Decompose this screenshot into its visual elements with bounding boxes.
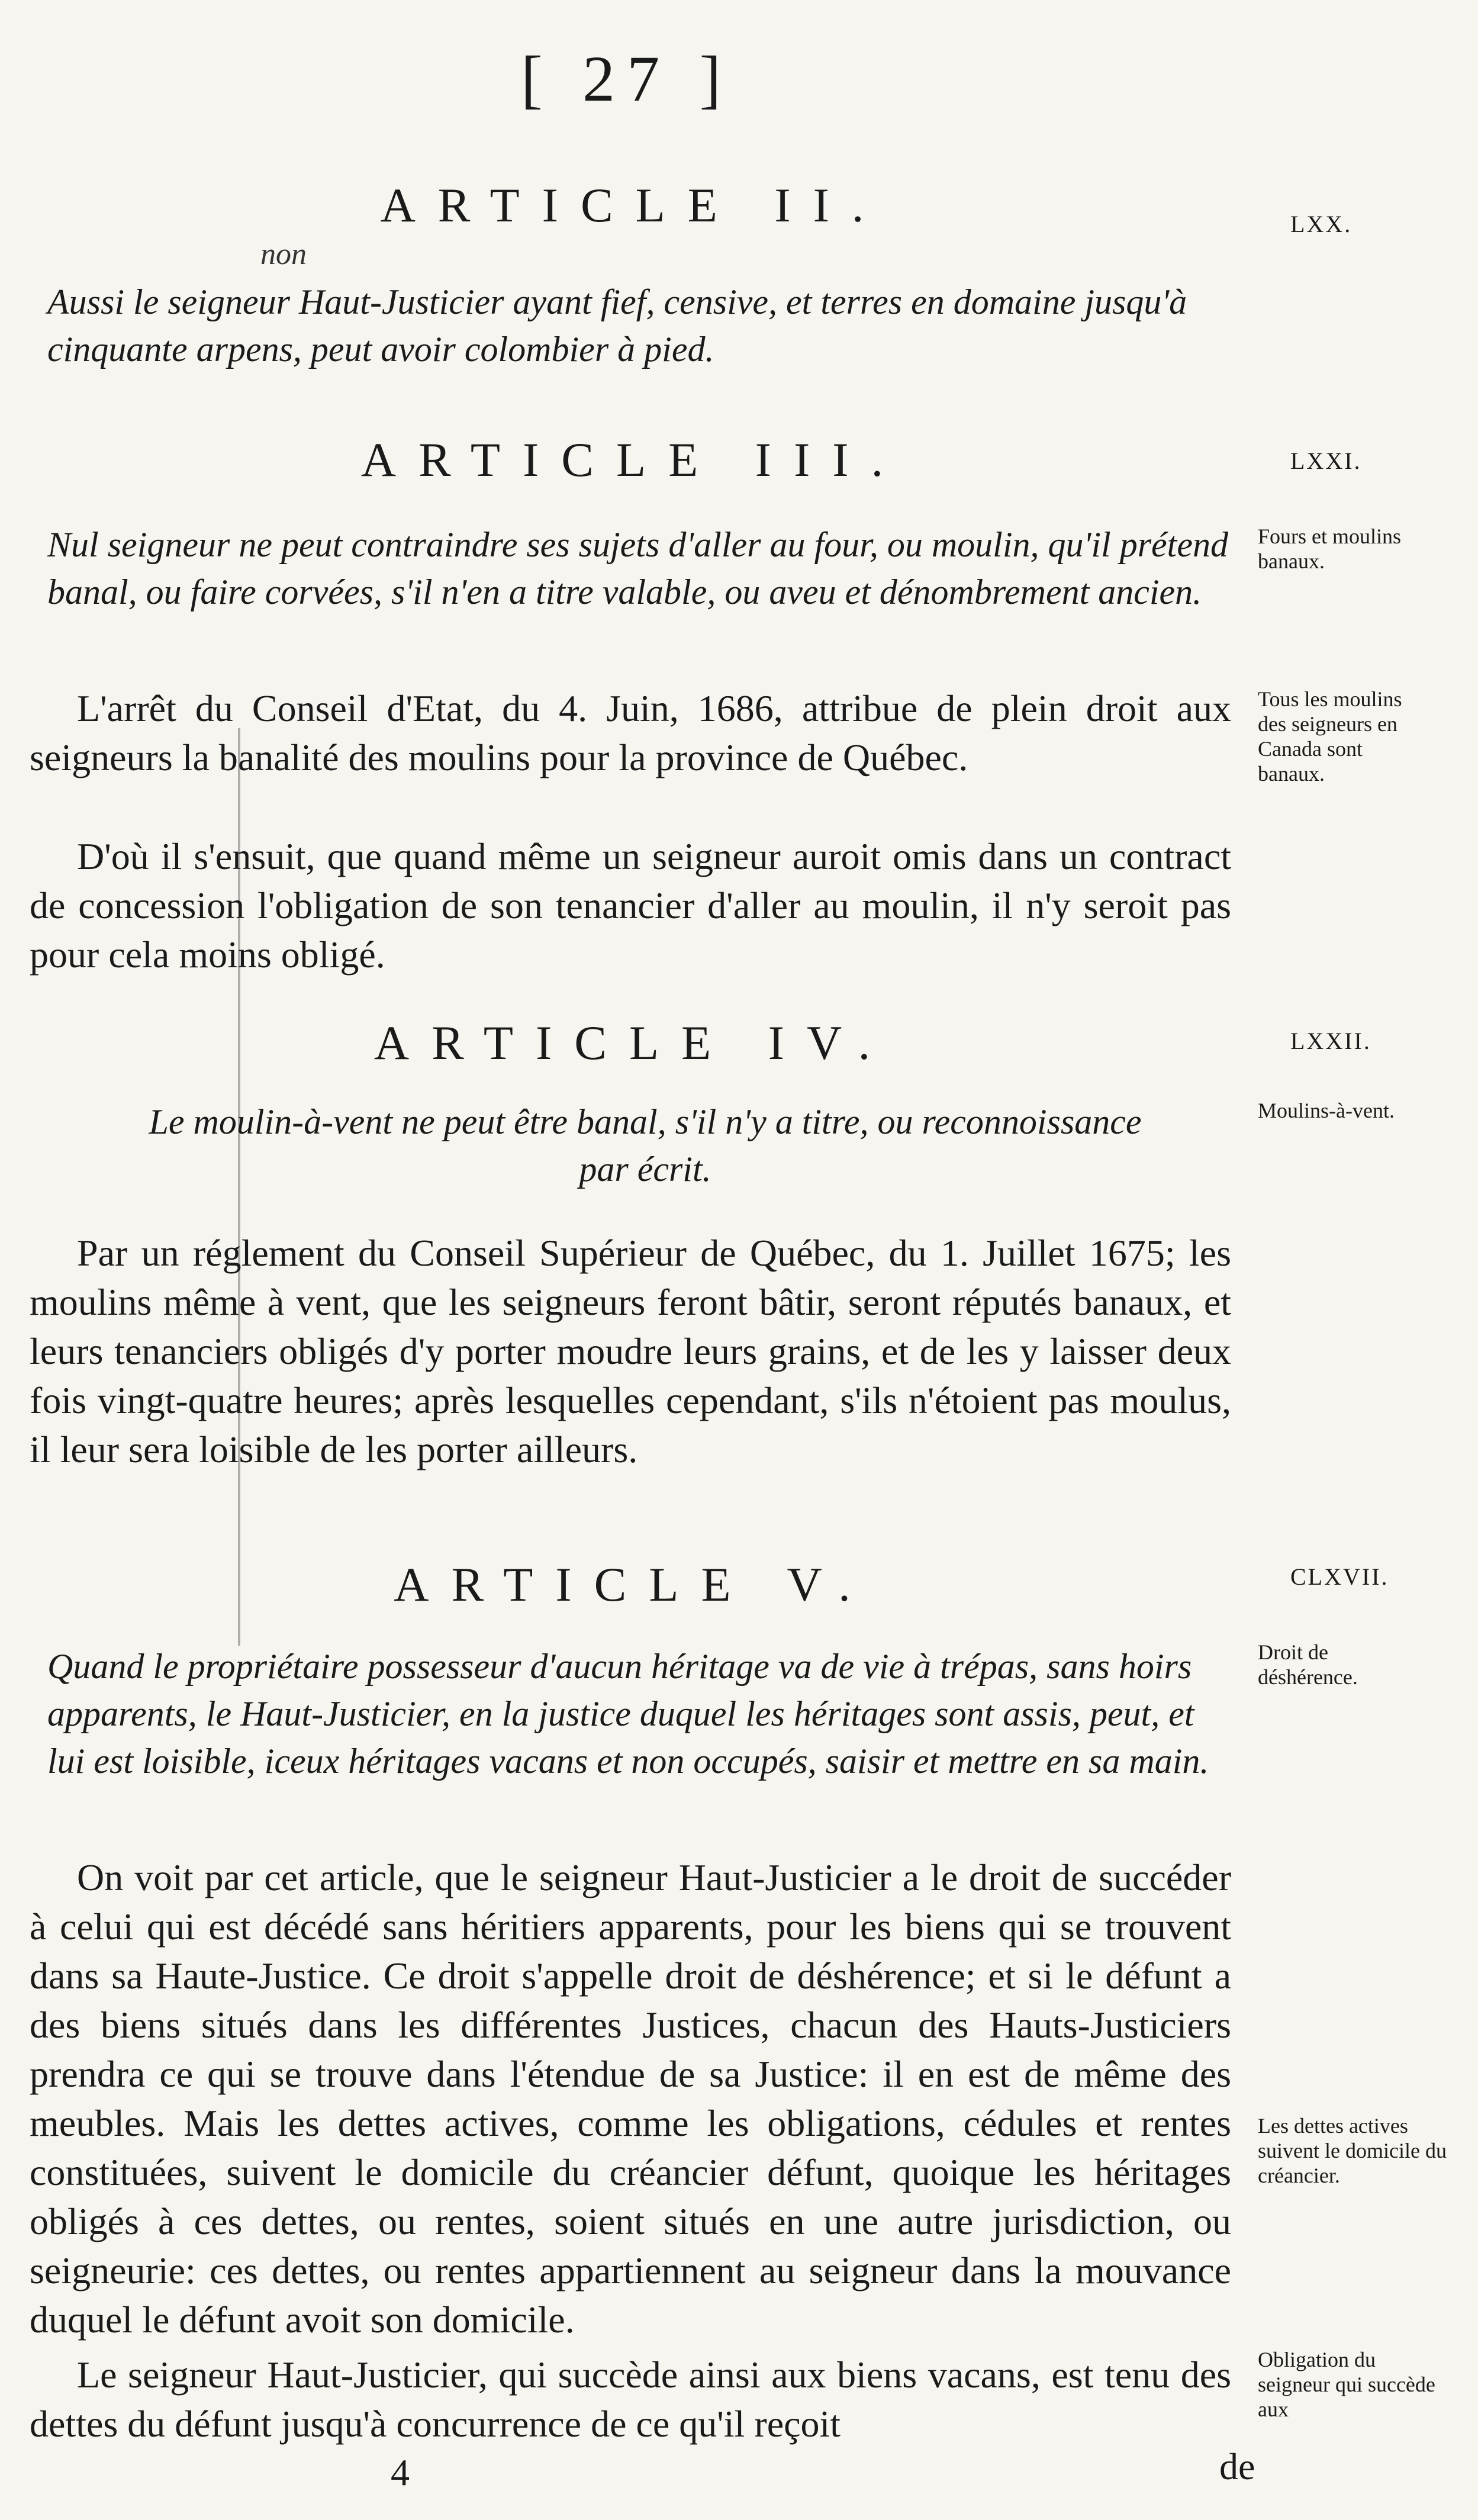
catchword: de	[1219, 2445, 1255, 2487]
margin-note: Obligation du seigneur qui succède aux	[1258, 2348, 1435, 2421]
handwritten-note: non	[260, 237, 307, 271]
article-text: Quand le propriétaire possesseur d'aucun héritage va de vie à trépas, sans hoirs apparents, le Haut-Justicier, en la justice duquel les héritages sont assis, peut, et lui est loisible, iceux héritages vacans et non occupés, saisir et mettre en sa main.	[47, 1647, 1209, 1781]
paragraph: L'arrêt du Conseil d'Etat, du 4. Juin, 1686, attribue de plein droit aux seigneurs la banalité des moulins pour la province de Québec.	[30, 687, 1231, 778]
margin-note: Les dettes actives suivent le domicile du créancier.	[1258, 2114, 1447, 2187]
paragraph: Le seigneur Haut-Justicier, qui succède ainsi aux biens vacans, est tenu des dettes du défunt jusqu'à concurrence de ce qu'il reçoit	[30, 2354, 1231, 2445]
paragraph: D'où il s'ensuit, que quand même un seigneur auroit omis dans un contract de concession l'obligation de son tenancier d'aller au moulin, il n'y seroit pas pour cela moins obligé.	[30, 835, 1231, 976]
fold-crease-line	[238, 728, 240, 1646]
article-number: LXXI.	[1290, 448, 1362, 474]
margin-note: Fours et moulins banaux.	[1258, 524, 1402, 573]
article-heading: ARTICLE II.	[380, 178, 887, 232]
article-text: Nul seigneur ne peut contraindre ses sujets d'aller au four, ou moulin, qu'il prétend banal, ou faire corvées, s'il n'en a titre valable, ou aveu et dénombrement ancien.	[47, 525, 1228, 612]
margin-note: Droit de déshérence.	[1258, 1640, 1358, 1689]
article-number: LXX.	[1290, 211, 1353, 237]
article-text: Aussi le seigneur Haut-Justicier ayant fief, censive, et terres en domaine jusqu'à cinquante arpens, peut avoir colombier à pied.	[47, 282, 1187, 369]
page-number: [ 27 ]	[521, 43, 733, 115]
article-heading: ARTICLE IV.	[373, 1016, 893, 1070]
article-number: CLXVII.	[1290, 1563, 1389, 1590]
signature-mark: 4	[391, 2451, 410, 2493]
paragraph: On voit par cet article, que le seigneur Haut-Justicier a le droit de succéder à celui qui est décédé sans héritiers apparents, pour les biens qui se trouvent dans sa Haute-Justice. Ce droit s'appelle droit de déshérence; et si le défunt a des biens situés dans les différentes Justices, chacun des Hauts-Justiciers prendra ce qui se trouve dans l'étendue de sa Justice: il en est de même des meubles. Mais les dettes actives, comme les obligations, cédules et rentes constituées, suivent le domicile du créancier défunt, quoique les héritages obligés à ces dettes, ou rentes, soient situés en une autre jurisdiction, ou seigneurie: ces dettes, ou rentes appartiennent au seigneur dans la mouvance duquel le défunt avoit son domicile.	[30, 1856, 1231, 2341]
margin-note: Tous les moulins des seigneurs en Canada sont banaux.	[1258, 687, 1402, 786]
article-number: LXXII.	[1290, 1028, 1371, 1054]
article-heading: ARTICLE V.	[394, 1557, 873, 1611]
article-text: Le moulin-à-vent ne peut être banal, s'il n'y a titre, ou reconnoissance par écrit.	[149, 1102, 1142, 1189]
paragraph: Par un réglement du Conseil Supérieur de Québec, du 1. Juillet 1675; les moulins même à vent, que les seigneurs feront bâtir, seront réputés banaux, et leurs tenanciers obligés d'y porter moudre leurs grains, et de les y laisser deux fois vingt-quatre heures; après lesquelles cependant, s'ils n'étoient pas moulus, il leur sera loisible de les porter ailleurs.	[30, 1232, 1231, 1470]
margin-note: Moulins-à-vent.	[1258, 1099, 1395, 1122]
article-heading: ARTICLE III.	[360, 433, 906, 487]
